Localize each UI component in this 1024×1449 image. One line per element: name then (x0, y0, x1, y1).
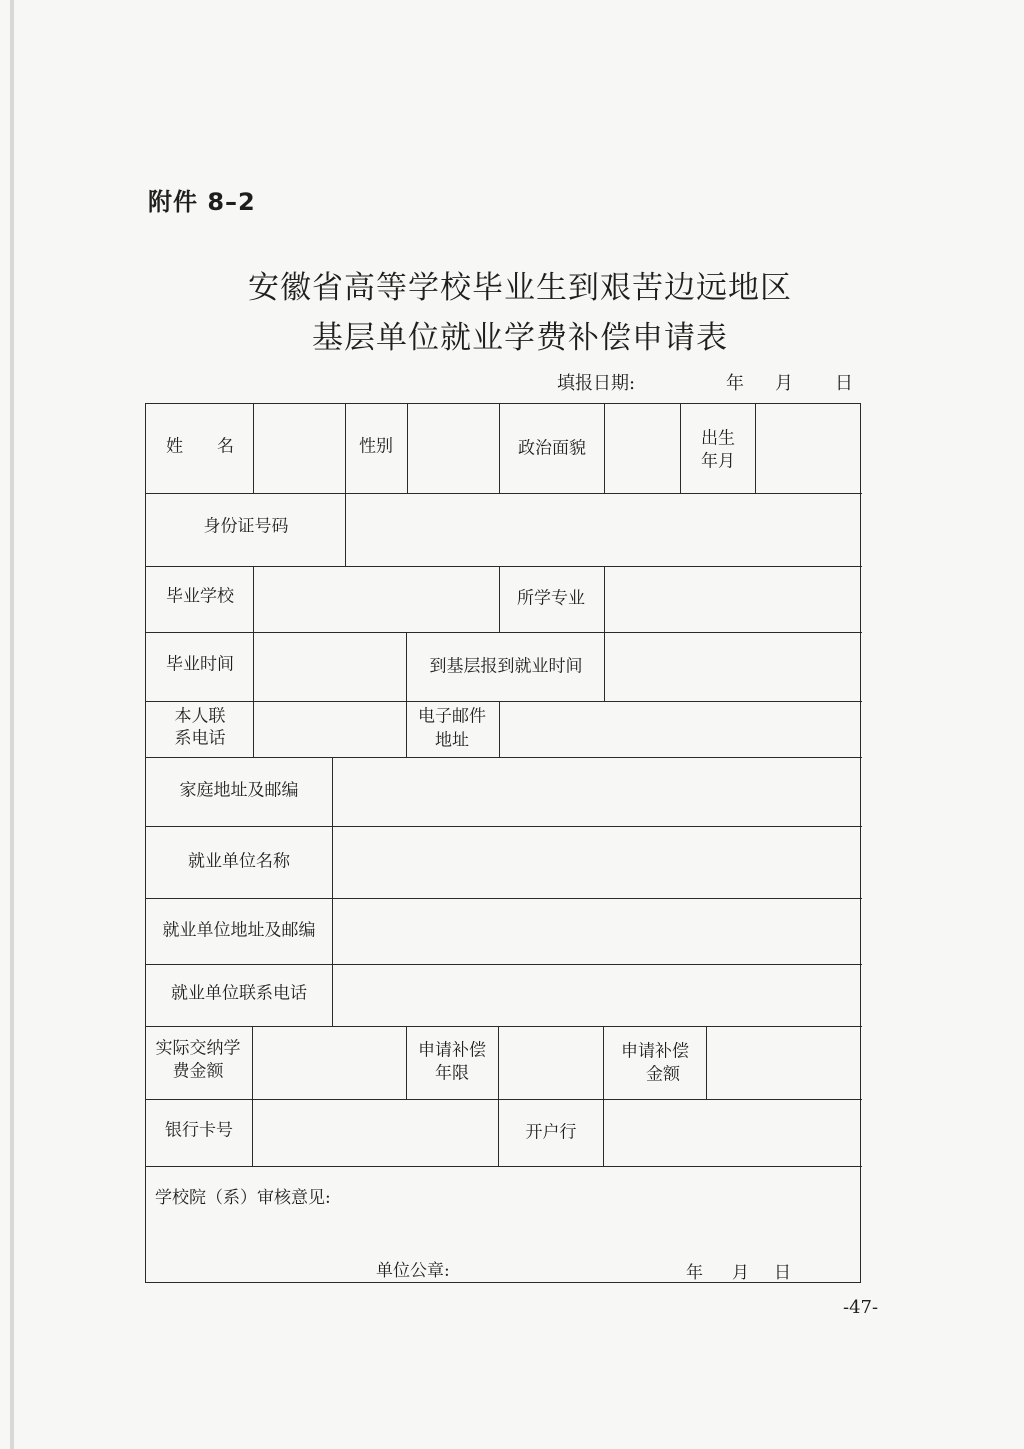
col-line (252, 1099, 253, 1166)
employer-address-label: 就业单位地址及邮编 (162, 920, 316, 941)
report-time-label: 到基层报到就业时间 (429, 656, 583, 677)
col-line (604, 404, 605, 493)
col-line (499, 404, 500, 493)
row-line (146, 898, 862, 899)
sign-month: 月 (732, 1263, 749, 1283)
bank-card-label: 银行卡号 (165, 1120, 233, 1141)
fill-date-label: 填报日期: (557, 373, 636, 394)
col-line (332, 757, 333, 1026)
col-line (706, 1026, 707, 1099)
name-label: 姓 名 (166, 436, 234, 457)
attachment-label: 附件 8–2 (148, 188, 256, 216)
tuition-label-line1: 实际交纳学 (155, 1038, 241, 1059)
application-form-table (145, 403, 861, 1283)
col-line (345, 404, 346, 493)
employer-name-label: 就业单位名称 (188, 851, 290, 872)
col-line (603, 1099, 604, 1166)
id-number-label: 身份证号码 (203, 516, 289, 537)
col-line (406, 1026, 407, 1099)
sign-day: 日 (774, 1263, 791, 1283)
page-edge (10, 0, 14, 1449)
employer-phone-label: 就业单位联系电话 (171, 983, 307, 1004)
major-label: 所学专业 (517, 588, 585, 609)
row-line (146, 1099, 862, 1100)
page-number: -47- (843, 1297, 879, 1318)
amount-label-line2: 金额 (646, 1064, 680, 1085)
col-line (253, 404, 254, 493)
col-line (604, 632, 605, 701)
col-line (680, 404, 681, 493)
tuition-label-line2: 费金额 (172, 1061, 224, 1082)
col-line (498, 1099, 499, 1166)
graduate-school-label: 毕业学校 (166, 586, 234, 607)
form-title-line1: 安徽省高等学校毕业生到艰苦边远地区 (248, 270, 792, 306)
gender-label: 性别 (359, 436, 393, 457)
phone-label-line2: 系电话 (174, 728, 226, 749)
row-line (146, 964, 862, 965)
row-line (146, 1026, 862, 1027)
years-label-line2: 年限 (435, 1063, 469, 1084)
email-label-line1: 电子邮件 (418, 706, 486, 727)
fill-date-year: 年 (726, 373, 744, 394)
graduation-time-label: 毕业时间 (166, 654, 234, 675)
amount-label-line1: 申请补偿 (621, 1041, 689, 1062)
col-line (345, 493, 346, 566)
birth-label-line2: 年月 (701, 451, 735, 472)
birth-label-line1: 出生 (701, 428, 735, 449)
years-label-line1: 申请补偿 (418, 1040, 486, 1061)
political-status-label: 政治面貌 (518, 438, 586, 459)
bank-label: 开户行 (525, 1122, 577, 1143)
row-line (146, 757, 862, 758)
fill-date-day: 日 (835, 373, 853, 394)
col-line (499, 701, 500, 757)
phone-label-line1: 本人联 (174, 706, 226, 727)
row-line (146, 826, 862, 827)
col-line (253, 701, 254, 757)
home-address-label: 家庭地址及邮编 (179, 780, 299, 801)
col-line (604, 566, 605, 632)
seal-label: 单位公章: (376, 1261, 450, 1281)
col-line (755, 404, 756, 493)
sign-year: 年 (686, 1263, 703, 1283)
col-line (499, 566, 500, 632)
col-line (407, 404, 408, 493)
school-opinion-label: 学校院（系）审核意见: (155, 1188, 331, 1208)
col-line (406, 632, 407, 701)
col-line (498, 1026, 499, 1099)
col-line (603, 1026, 604, 1099)
email-label-line2: 地址 (435, 730, 469, 751)
fill-date-month: 月 (775, 373, 793, 394)
row-line (146, 493, 862, 494)
col-line (406, 701, 407, 757)
form-title-line2: 基层单位就业学费补偿申请表 (312, 320, 728, 356)
row-line (146, 1166, 862, 1167)
col-line (252, 1026, 253, 1099)
col-line (253, 632, 254, 701)
col-line (253, 566, 254, 632)
